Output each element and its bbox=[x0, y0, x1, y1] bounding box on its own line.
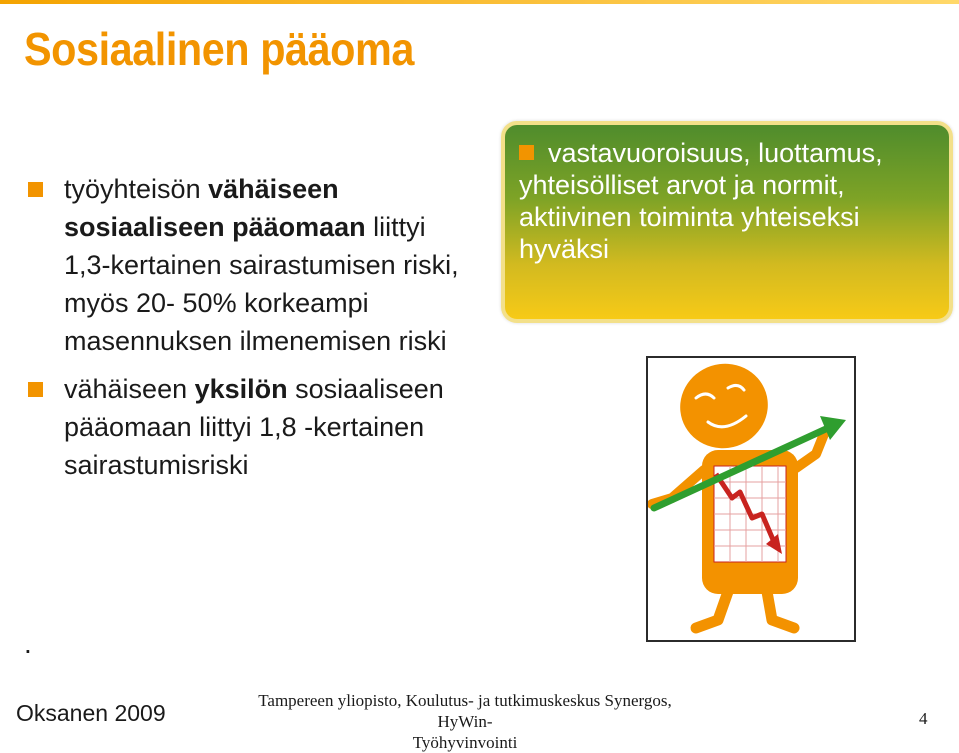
bullet-item-individual bbox=[24, 370, 474, 484]
page-number: 4 bbox=[919, 709, 928, 728]
callout-text-block bbox=[519, 137, 939, 265]
footer-org-line-1: Tampereen yliopisto, Koulutus- ja tutkimuskeskus Synergos, HyWin- bbox=[258, 691, 672, 731]
head bbox=[669, 358, 779, 460]
illustration-svg bbox=[648, 358, 854, 640]
bullet-text: työyhteisön bbox=[64, 174, 209, 204]
orange-square-bullet-icon bbox=[519, 145, 534, 160]
callout-text: vastavuoroisuus, luottamus, yhteisölliset arvot ja normit, aktiivinen toiminta yhteiseksi hyväksi bbox=[519, 138, 883, 264]
orange-square-bullet-icon bbox=[28, 382, 43, 397]
footer-org-line-2: Työhyvinvointi bbox=[412, 733, 518, 752]
bullet-item-workplace bbox=[24, 170, 474, 360]
bullet-bold-text: yksilön bbox=[194, 374, 288, 404]
bullet-text: liittyi 1,3-kertainen sairastumisen riski, myös 20- 50% korkeampi masennuksen ilmenemisen riski bbox=[64, 212, 459, 356]
footer-source: Oksanen 2009 bbox=[16, 700, 166, 726]
orange-square-bullet-icon bbox=[28, 182, 43, 197]
bullet-text: vähäiseen bbox=[64, 374, 195, 404]
left-bullet-list bbox=[24, 170, 474, 484]
stray-dot: . bbox=[24, 628, 32, 659]
footer-organization bbox=[230, 690, 700, 753]
slide-title: Sosiaalinen pääoma bbox=[24, 23, 414, 75]
figure-holding-rising-arrow-icon bbox=[646, 356, 856, 642]
green-callout-box bbox=[501, 121, 953, 323]
top-accent-bar bbox=[0, 0, 959, 4]
bullet-text: sosiaaliseen pääomaan liittyi 1,8 -kertainen sairastumisriski bbox=[64, 374, 444, 480]
bullet-bold-text: vähäiseen sosiaaliseen pääomaan bbox=[64, 174, 366, 242]
